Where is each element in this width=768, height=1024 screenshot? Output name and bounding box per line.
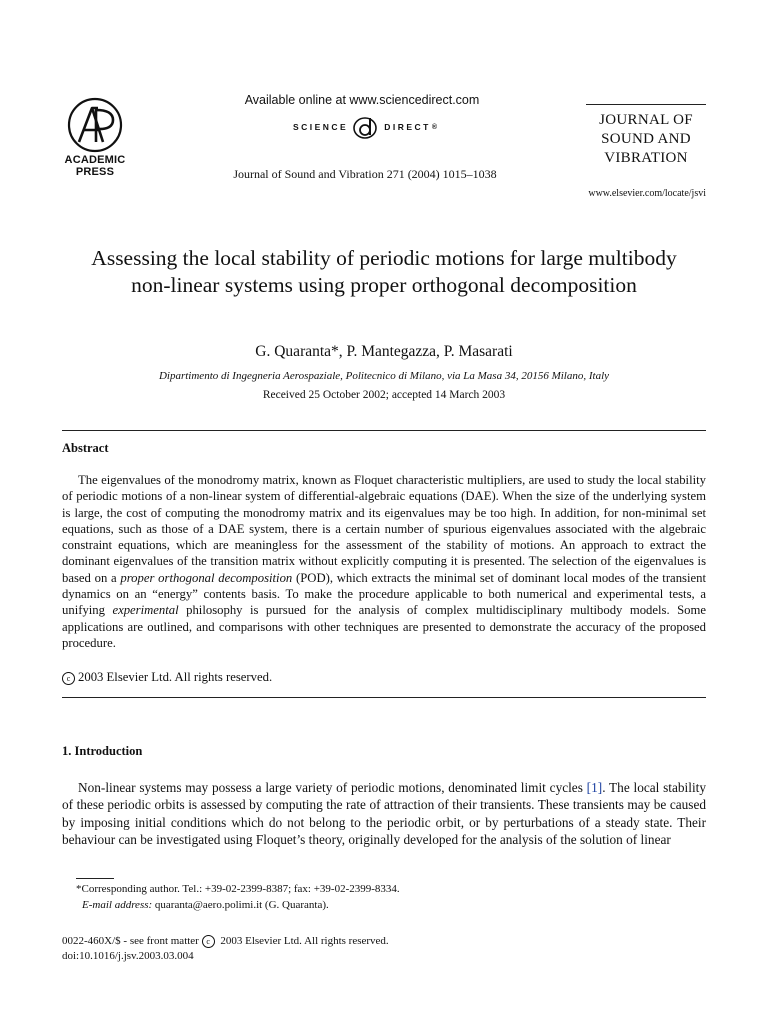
email-footnote: [82, 899, 329, 911]
front-matter-line: [62, 935, 389, 948]
abstract-emphasis-pod: proper orthogonal decomposition: [120, 570, 293, 585]
article-title: Assessing the local stability of periodic motions for large multibody non-linear systems using proper orthogonal decomposition: [91, 246, 677, 297]
citation-link-1[interactable]: [1]: [586, 780, 603, 795]
registered-mark: ®: [431, 123, 438, 131]
abstract-text-3: philosophy is pursued for the analysis of complex multidisciplinary multibody models. Some applications are outlined, and comparisons with other techniques are presented to demonstrate the accuracy of the proposed procedure.: [62, 603, 706, 650]
copyright-icon-footer: c: [202, 935, 215, 948]
footnote-rule: [76, 878, 114, 879]
available-online: Available online at www.sciencedirect.com: [244, 93, 480, 107]
sciencedirect-logo: [250, 114, 480, 140]
journal-url[interactable]: www.elsevier.com/locate/jsvi: [588, 188, 706, 199]
journal-title-line2: SOUND AND: [601, 131, 691, 147]
sciencedirect-logo-left: SCIENCE: [292, 122, 349, 132]
article-authors: G. Quaranta*, P. Mantegazza, P. Masarati: [255, 343, 513, 360]
corresponding-author-footnote: *Corresponding author. Tel.: +39-02-2399-8387; fax: +39-02-2399-8334.: [76, 883, 400, 895]
abstract-emphasis-experimental: experimental: [112, 603, 179, 618]
abstract-body: [62, 472, 706, 651]
journal-title-line3: VIBRATION: [604, 150, 688, 166]
publisher-name-line1: ACADEMIC: [64, 154, 126, 166]
copyright-icon: c: [62, 672, 75, 685]
email-label: E-mail address:: [82, 899, 153, 911]
author-affiliation: Dipartimento di Ingegneria Aerospaziale, Politecnico di Milano, via La Masa 34, 20156 Milano, Italy: [158, 370, 610, 382]
journal-citation: Journal of Sound and Vibration 271 (2004) 1015–1038: [233, 167, 497, 181]
section-heading-introduction: 1. Introduction: [62, 744, 143, 758]
front-matter-pre: 0022-460X/$ - see front matter: [62, 935, 202, 947]
sciencedirect-logo-right: DIRECT: [384, 122, 431, 132]
journal-title-line1: JOURNAL OF: [599, 112, 693, 128]
abstract-heading: Abstract: [62, 441, 109, 455]
abstract-copyright: [62, 670, 272, 685]
email-address[interactable]: quaranta@aero.polimi.it (G. Quaranta).: [152, 899, 329, 911]
publisher-logo: [62, 96, 128, 178]
introduction-body: [62, 779, 706, 848]
abstract-text-1: The eigenvalues of the monodromy matrix, known as Floquet characteristic multipliers, are used to study the local stability of periodic motions of a non-linear system of differential-algebraic equations (DAE). When the size of the underlying system is large, the cost of computing the monodromy matrix and its eigenvalues may be too high. In addition, for non-minimal set equations, such as those of a DAE system, there is a certain number of spurious eigenvalues associated with the algebraic constraint equations, which are meaningless for the assessment of the stability of motions. An approach to extract the dominant eigenvalues of the transition matrix without explicitly computing it is presented. The selection of the eigenvalues is based on a: [62, 473, 706, 585]
abstract-text-2: (POD), which extracts the minimal set of dominant local modes of the transient dynamics on an “energy” contents basis. To make the procedure applicable to both numerical and experimental tests, a unifying: [62, 570, 706, 618]
front-matter-post: 2003 Elsevier Ltd. All rights reserved.: [217, 935, 389, 947]
intro-text-2: . The local stability of these periodic orbits is assessed by computing the rate of attraction of their transients. These transients may be caused by imposing initial conditions which do not belong to the periodic orbit, or by perturbations of a steady state. Their behaviour can be investigated using Floquet’s theory, originally developed for the analysis of the solution of linear: [62, 780, 706, 847]
abstract-top-rule: [62, 430, 706, 431]
intro-text-1: Non-linear systems may possess a large variety of periodic motions, denominated limit cycles: [78, 780, 587, 795]
copyright-text: 2003 Elsevier Ltd. All rights reserved.: [78, 670, 273, 684]
sciencedirect-d-icon: [352, 114, 380, 140]
academic-press-emblem-icon: [65, 96, 125, 154]
journal-title-box: [586, 104, 706, 168]
abstract-bottom-rule: [62, 697, 706, 698]
doi-line[interactable]: doi:10.1016/j.jsv.2003.03.004: [62, 950, 194, 962]
publisher-name-line2: PRESS: [75, 166, 115, 178]
received-dates: Received 25 October 2002; accepted 14 March 2003: [262, 389, 506, 401]
